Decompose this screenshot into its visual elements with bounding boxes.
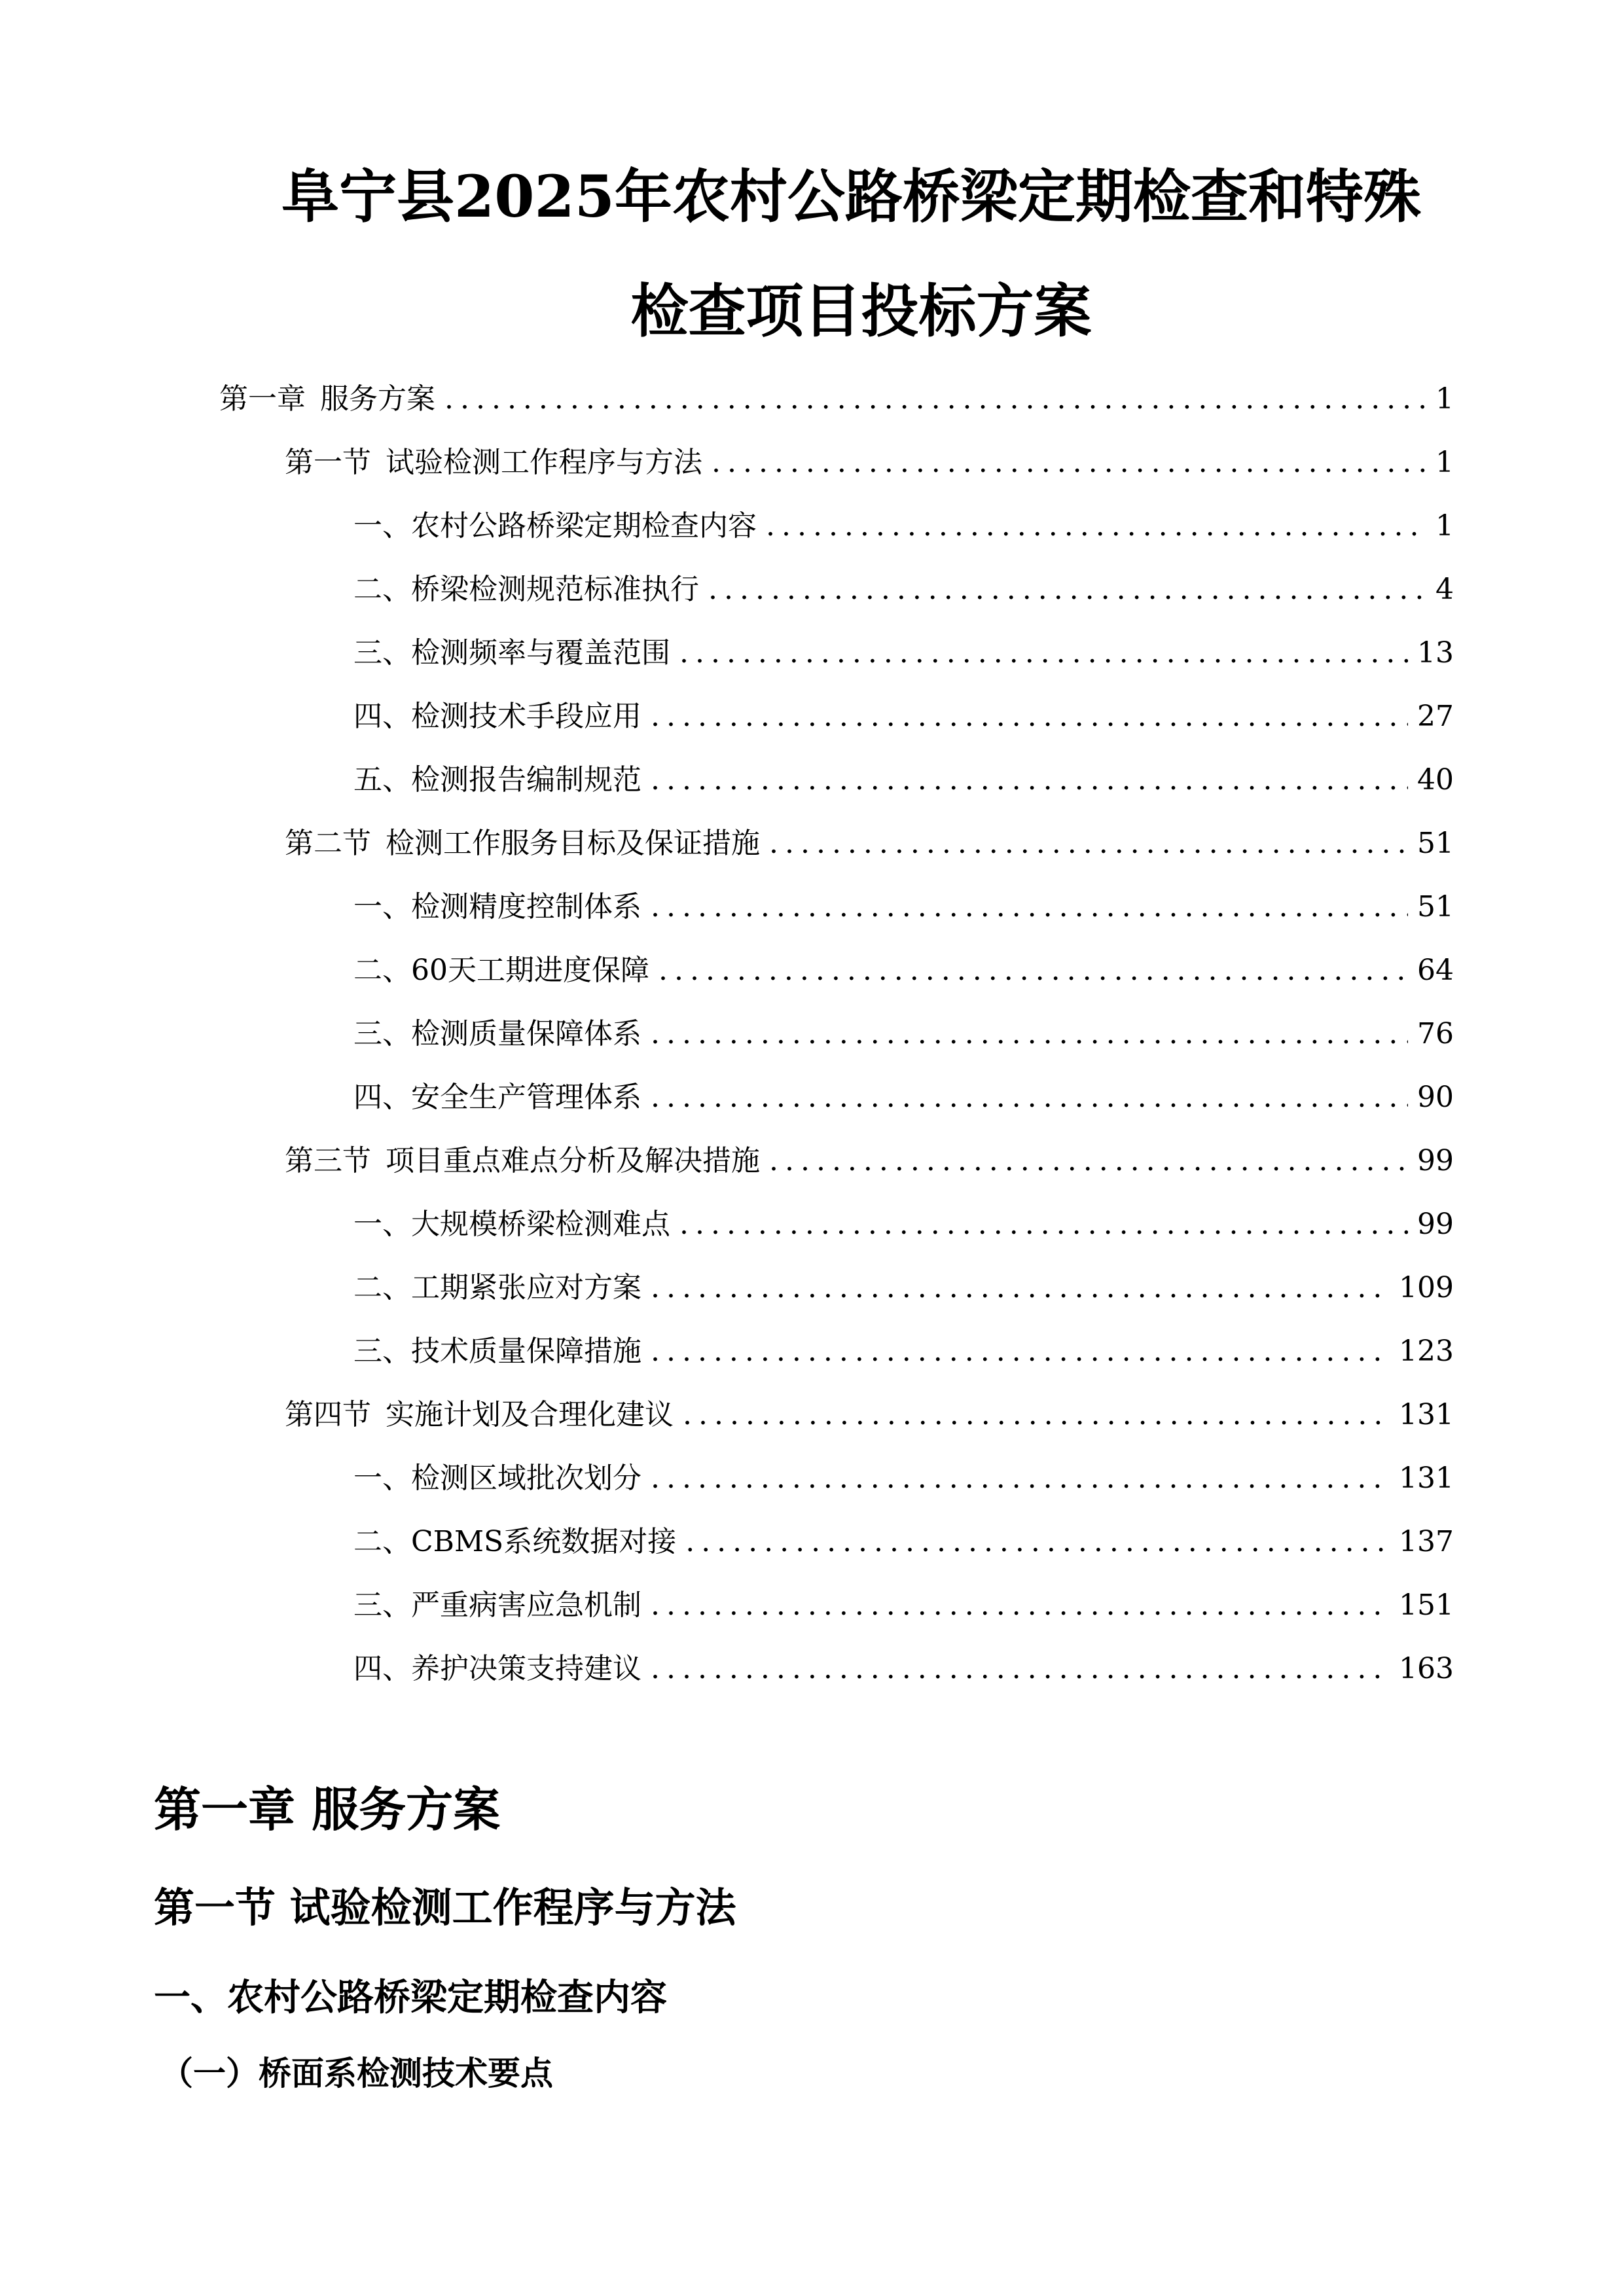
toc-entry-text: 农村公路桥梁定期检查内容 — [411, 509, 757, 543]
toc-leader-dots — [769, 821, 1408, 867]
toc-entry-page: 64 — [1417, 954, 1454, 987]
toc-entry-text: 检测报告编制规范 — [411, 763, 641, 797]
toc-entry-number: 一、 — [353, 509, 411, 543]
toc-entry-number: 二、 — [353, 954, 411, 987]
toc-leader-dots — [651, 757, 1408, 803]
toc-entry-number: 第四节 — [285, 1398, 371, 1431]
toc-leader-dots — [651, 1646, 1390, 1692]
toc-entry-number: 五、 — [353, 763, 411, 797]
toc-entry-number: 第三节 — [285, 1144, 371, 1177]
toc-entry-text: 检测频率与覆盖范围 — [411, 636, 670, 670]
toc-entry-page: 90 — [1417, 1081, 1454, 1114]
toc-entry-text: CBMS系统数据对接 — [411, 1525, 677, 1558]
toc-leader-dots — [679, 630, 1408, 676]
toc-entry-text: 严重病害应急机制 — [411, 1588, 641, 1622]
toc-entry-item[interactable] — [353, 1519, 1454, 1565]
toc-entry-chapter-1[interactable] — [219, 376, 1454, 422]
toc-entry-page: 99 — [1417, 1144, 1454, 1177]
toc-entry-number: 三、 — [353, 1588, 411, 1622]
toc-leader-dots — [651, 884, 1408, 930]
toc-entry-page: 131 — [1399, 1398, 1454, 1431]
toc-entry-number: 一、 — [353, 890, 411, 924]
toc-entry-page: 4 — [1435, 573, 1454, 606]
toc-entry-item[interactable] — [353, 948, 1454, 994]
toc-entry-text: 检测区域批次划分 — [411, 1462, 641, 1495]
toc-entry-number: 三、 — [353, 1017, 411, 1050]
toc-entry-number: 二、 — [353, 1525, 411, 1558]
document-title-line-2: 检查项目投标方案 — [630, 277, 1092, 345]
toc-entry-text: 检测工作服务目标及保证措施 — [386, 827, 760, 860]
toc-entry-page: 1 — [1435, 509, 1454, 543]
toc-entry-item[interactable] — [353, 757, 1454, 803]
toc-entry-item[interactable] — [353, 884, 1454, 930]
toc-leader-dots — [651, 1583, 1390, 1628]
toc-leader-dots — [679, 1202, 1408, 1247]
toc-entry-page: 151 — [1399, 1588, 1454, 1622]
toc-leader-dots — [651, 1265, 1390, 1311]
toc-leader-dots — [651, 1075, 1408, 1121]
toc-entry-item[interactable] — [353, 1646, 1454, 1692]
toc-leader-dots — [659, 948, 1408, 994]
toc-entry-number: 四、 — [353, 1652, 411, 1685]
toc-leader-dots — [651, 694, 1408, 740]
chapter-heading: 第一章 服务方案 — [154, 1782, 501, 1837]
toc-entry-page: 13 — [1417, 636, 1454, 670]
toc-entry-text: 安全生产管理体系 — [411, 1081, 641, 1114]
toc-entry-text: 项目重点难点分析及解决措施 — [386, 1144, 760, 1177]
toc-leader-dots — [651, 1456, 1390, 1501]
toc-entry-text: 桥梁检测规范标准执行 — [411, 573, 699, 606]
toc-entry-text: 技术质量保障措施 — [411, 1335, 641, 1368]
toc-entry-page: 131 — [1399, 1462, 1454, 1495]
document-title-line-1: 阜宁县2025年农村公路桥梁定期检查和特殊 — [281, 162, 1421, 230]
toc-entry-page: 99 — [1417, 1208, 1454, 1241]
toc-entry-number: 三、 — [353, 1335, 411, 1368]
toc-entry-text: 试验检测工作程序与方法 — [386, 446, 702, 479]
toc-leader-dots — [651, 1329, 1390, 1374]
toc-leader-dots — [685, 1519, 1390, 1565]
toc-leader-dots — [651, 1011, 1408, 1057]
toc-leader-dots — [766, 503, 1426, 549]
toc-entry-text: 60天工期进度保障 — [411, 954, 649, 987]
toc-entry-page: 123 — [1399, 1335, 1454, 1368]
toc-entry-number: 四、 — [353, 700, 411, 733]
toc-entry-page: 1 — [1435, 382, 1454, 416]
toc-entry-item[interactable] — [353, 1265, 1454, 1311]
toc-entry-page: 109 — [1399, 1271, 1454, 1304]
toc-entry-text: 检测技术手段应用 — [411, 700, 641, 733]
toc-entry-text: 大规模桥梁检测难点 — [411, 1208, 670, 1241]
toc-entry-page: 137 — [1399, 1525, 1454, 1558]
toc-entry-text: 检测质量保障体系 — [411, 1017, 641, 1050]
toc-entry-number: 三、 — [353, 636, 411, 670]
toc-entry-page: 40 — [1417, 763, 1454, 797]
toc-entry-number: 第一章 — [219, 382, 306, 416]
toc-entry-section-3[interactable] — [285, 1138, 1454, 1184]
toc-entry-number: 二、 — [353, 1271, 411, 1304]
toc-leader-dots — [712, 440, 1426, 486]
toc-entry-item[interactable] — [353, 694, 1454, 740]
toc-leader-dots — [708, 567, 1426, 613]
toc-entry-item[interactable] — [353, 1329, 1454, 1374]
toc-entry-page: 76 — [1417, 1017, 1454, 1050]
toc-entry-page: 51 — [1417, 827, 1454, 860]
toc-entry-item[interactable] — [353, 567, 1454, 613]
toc-entry-item[interactable] — [353, 503, 1454, 549]
toc-entry-section-2[interactable] — [285, 821, 1454, 867]
toc-entry-item[interactable] — [353, 1456, 1454, 1501]
toc-entry-page: 27 — [1417, 700, 1454, 733]
toc-entry-number: 一、 — [353, 1462, 411, 1495]
toc-entry-text: 实施计划及合理化建议 — [386, 1398, 674, 1431]
toc-entry-text: 养护决策支持建议 — [411, 1652, 641, 1685]
toc-entry-section-1[interactable] — [285, 440, 1454, 486]
section-heading: 第一节 试验检测工作程序与方法 — [154, 1884, 736, 1931]
toc-entry-text: 工期紧张应对方案 — [411, 1271, 641, 1304]
toc-entry-section-4[interactable] — [285, 1392, 1454, 1438]
toc-entry-item[interactable] — [353, 1075, 1454, 1121]
toc-entry-text: 检测精度控制体系 — [411, 890, 641, 924]
toc-entry-number: 二、 — [353, 573, 411, 606]
toc-leader-dots — [444, 376, 1426, 422]
toc-entry-item[interactable] — [353, 630, 1454, 676]
toc-leader-dots — [683, 1392, 1390, 1438]
toc-entry-item[interactable] — [353, 1583, 1454, 1628]
toc-entry-number: 一、 — [353, 1208, 411, 1241]
toc-entry-number: 四、 — [353, 1081, 411, 1114]
toc-entry-page: 1 — [1435, 446, 1454, 479]
toc-entry-number: 第一节 — [285, 446, 371, 479]
toc-entry-item[interactable] — [353, 1202, 1454, 1247]
toc-entry-item[interactable] — [353, 1011, 1454, 1057]
toc-entry-number: 第二节 — [285, 827, 371, 860]
toc-leader-dots — [769, 1138, 1408, 1184]
item-heading: 一、农村公路桥梁定期检查内容 — [154, 1976, 667, 2019]
toc-entry-page: 51 — [1417, 890, 1454, 924]
toc-entry-text: 服务方案 — [320, 382, 435, 416]
toc-entry-page: 163 — [1399, 1652, 1454, 1685]
subitem-heading: （一）桥面系检测技术要点 — [160, 2054, 553, 2092]
